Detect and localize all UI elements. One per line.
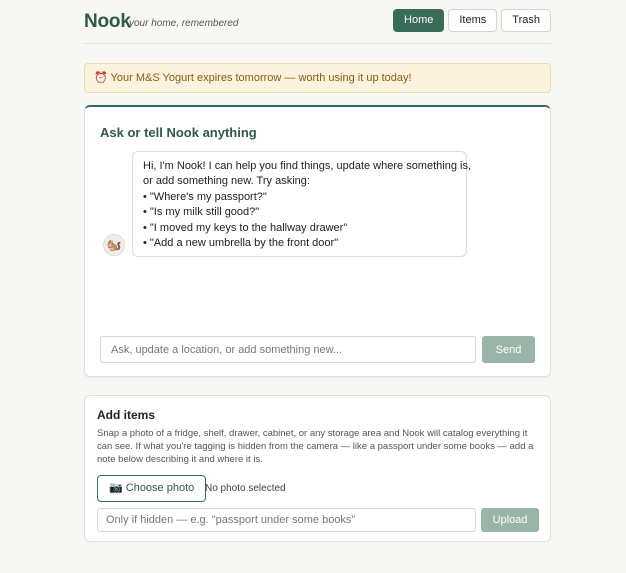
add-items-description: Snap a photo of a fridge, shelf, drawer, cabinet, or any storage area and Nook will catalog everything it can see. If what you're tagging is hidden from the camera — like a passport under some books — add a note below describing it and where it is.	[97, 428, 534, 465]
app-tagline: your home, remembered	[129, 18, 239, 29]
upload-button[interactable]: Upload	[481, 508, 539, 532]
squirrel-icon: 🐿️	[103, 234, 125, 256]
message-line: • "Where's my passport?"	[143, 190, 267, 203]
expiry-alert: ⏰ Your M&S Yogurt expires tomorrow — worth using it up today!	[84, 63, 551, 93]
main-nav	[393, 9, 551, 32]
header-divider	[84, 43, 551, 44]
add-items-card	[84, 395, 551, 542]
chat-card	[84, 105, 551, 377]
send-button[interactable]: Send	[482, 336, 535, 363]
app-logo[interactable]: Nook	[84, 11, 131, 32]
message-line: • "Is my milk still good?"	[143, 206, 260, 219]
nav-items-button[interactable]: Items	[448, 9, 497, 32]
assistant-message	[132, 151, 471, 257]
choose-photo-button[interactable]: 📷 Choose photo	[97, 475, 206, 502]
chat-title: Ask or tell Nook anything	[100, 125, 257, 140]
nav-trash-button[interactable]: Trash	[501, 9, 551, 32]
photo-status: No photo selected	[205, 483, 286, 494]
nav-home-button[interactable]: Home	[393, 9, 444, 32]
hidden-note-input[interactable]	[97, 508, 476, 532]
header	[84, 9, 551, 43]
message-line: • "Add a new umbrella by the front door"	[143, 237, 339, 250]
message-line: Hi, I'm Nook! I can help you find things, update where something is,	[143, 160, 471, 172]
message-line: • "I moved my keys to the hallway drawer"	[143, 221, 348, 234]
add-items-title: Add items	[97, 408, 156, 422]
message-line: or add something new. Try asking:	[143, 175, 310, 188]
chat-input[interactable]	[100, 336, 476, 363]
